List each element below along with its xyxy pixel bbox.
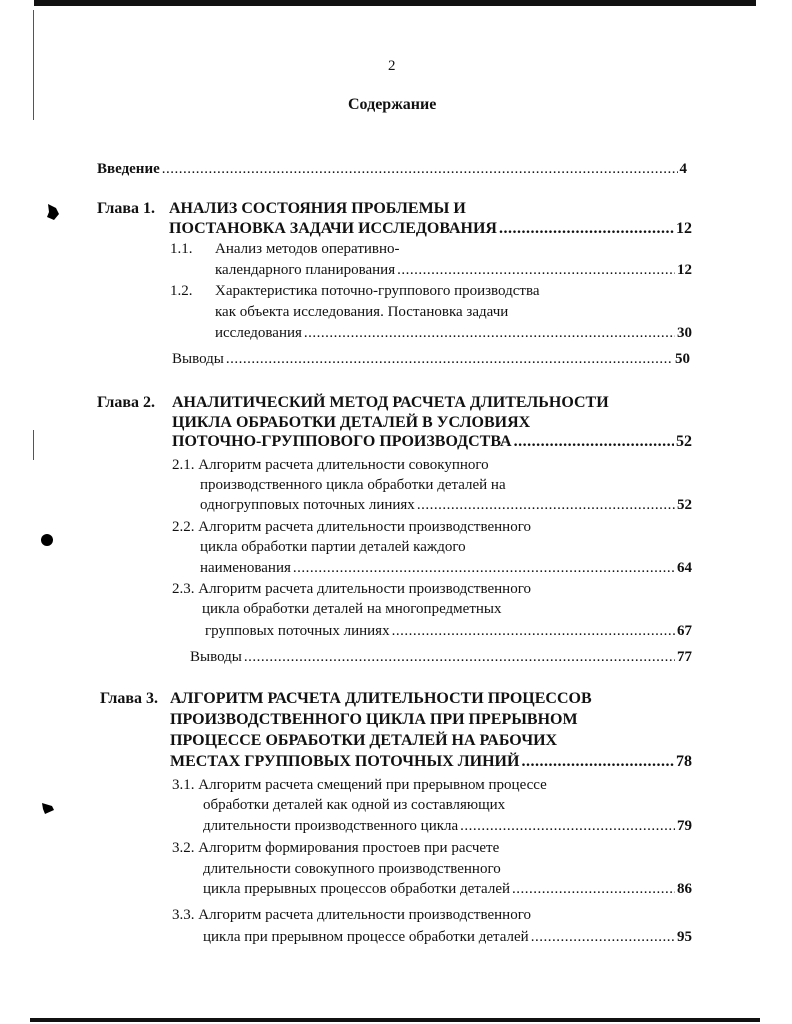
toc-entry-3-1[interactable] bbox=[203, 817, 692, 835]
chapter-title: АНАЛИТИЧЕСКИЙ МЕТОД РАСЧЕТА ДЛИТЕЛЬНОСТИ bbox=[172, 394, 609, 411]
chapter-title: ПРОИЗВОДСТВЕННОГО ЦИКЛА ПРИ ПРЕРЫВНОМ bbox=[170, 711, 578, 728]
toc-page-number: 64 bbox=[677, 560, 692, 576]
page-title: Содержание bbox=[348, 96, 437, 113]
dot-leader bbox=[499, 220, 674, 238]
page-number: 2 bbox=[388, 58, 396, 74]
section-title: исследования bbox=[215, 325, 302, 341]
dot-leader bbox=[293, 559, 675, 577]
toc-entry-1-conclusions[interactable] bbox=[172, 350, 690, 368]
chapter-title: ПОСТАНОВКА ЗАДАЧИ ИССЛЕДОВАНИЯ bbox=[169, 220, 497, 237]
chapter-title: ЦИКЛА ОБРАБОТКИ ДЕТАЛЕЙ В УСЛОВИЯХ bbox=[172, 414, 531, 431]
dot-leader bbox=[521, 753, 674, 771]
section-title: обработки деталей как одной из составляющих bbox=[203, 797, 506, 813]
toc-entry-chapter-2[interactable] bbox=[172, 433, 692, 451]
toc-entry-2-2[interactable] bbox=[200, 559, 692, 577]
dot-leader bbox=[417, 496, 675, 514]
section-title: производственного цикла обработки деталей на bbox=[200, 477, 506, 493]
section-title: одногрупповых поточных линиях bbox=[200, 497, 415, 513]
section-title: 3.2. Алгоритм формирования простоев при расчете bbox=[172, 840, 500, 856]
section-title: длительности производственного цикла bbox=[203, 818, 459, 834]
section-title: 2.3. Алгоритм расчета длительности производственного bbox=[172, 581, 531, 597]
toc-page-number: 50 bbox=[675, 351, 690, 367]
section-title: цикла обработки деталей на многопредметных bbox=[202, 601, 502, 617]
toc-page-number: 77 bbox=[677, 649, 692, 665]
section-number: 1.2. bbox=[170, 283, 193, 299]
dot-leader bbox=[512, 880, 675, 898]
dot-leader bbox=[304, 324, 675, 342]
toc-page-number: 95 bbox=[677, 929, 692, 945]
scan-border-bottom bbox=[30, 1018, 760, 1022]
toc-entry-chapter-1[interactable] bbox=[169, 220, 692, 238]
dot-leader bbox=[514, 433, 674, 451]
dot-leader bbox=[397, 261, 675, 279]
section-title: цикла обработки партии деталей каждого bbox=[200, 539, 466, 555]
toc-page-number: 67 bbox=[677, 623, 692, 639]
section-title: 2.1. Алгоритм расчета длительности совокупного bbox=[172, 457, 489, 473]
toc-page-number: 79 bbox=[677, 818, 692, 834]
toc-entry-3-2[interactable] bbox=[203, 880, 692, 898]
section-title: цикла при прерывном процессе обработки деталей bbox=[203, 929, 529, 945]
chapter-label: Глава 3. bbox=[100, 690, 158, 707]
toc-entry-1-1[interactable] bbox=[215, 261, 692, 279]
toc-entry-3-3[interactable] bbox=[203, 928, 692, 946]
chapter-title: ПРОЦЕССЕ ОБРАБОТКИ ДЕТАЛЕЙ НА РАБОЧИХ bbox=[170, 732, 558, 749]
section-number: 1.1. bbox=[170, 241, 193, 257]
toc-entry-1-2[interactable] bbox=[215, 324, 692, 342]
scan-edge-line bbox=[33, 10, 34, 120]
dot-leader bbox=[392, 622, 675, 640]
section-title: Выводы bbox=[190, 649, 242, 665]
section-title: Характеристика поточно-группового производства bbox=[215, 283, 540, 299]
section-title: календарного планирования bbox=[215, 262, 396, 278]
dot-leader bbox=[460, 817, 675, 835]
section-title: как объекта исследования. Постановка задачи bbox=[215, 304, 509, 320]
chapter-label: Глава 2. bbox=[97, 394, 155, 411]
chapter-label: Глава 1. bbox=[97, 200, 155, 217]
scan-border-top bbox=[34, 0, 756, 6]
chapter-title: АЛГОРИТМ РАСЧЕТА ДЛИТЕЛЬНОСТИ ПРОЦЕССОВ bbox=[170, 690, 592, 707]
toc-entry-chapter-3[interactable] bbox=[170, 753, 692, 771]
toc-entry-label: Введение bbox=[97, 161, 160, 177]
toc-page-number: 12 bbox=[677, 262, 692, 278]
chapter-title: ПОТОЧНО-ГРУППОВОГО ПРОИЗВОДСТВА bbox=[172, 433, 512, 450]
toc-entry-2-conclusions[interactable] bbox=[190, 648, 692, 666]
section-title: групповых поточных линиях bbox=[205, 623, 390, 639]
chapter-title: МЕСТАХ ГРУППОВЫХ ПОТОЧНЫХ ЛИНИЙ bbox=[170, 753, 520, 770]
section-title: Выводы bbox=[172, 351, 224, 367]
dot-leader bbox=[162, 160, 678, 178]
section-title: Анализ методов оперативно- bbox=[215, 241, 400, 257]
chapter-title: АНАЛИЗ СОСТОЯНИЯ ПРОБЛЕМЫ И bbox=[169, 200, 466, 217]
toc-page-number: 52 bbox=[676, 433, 692, 450]
section-title: 3.3. Алгоритм расчета длительности производственного bbox=[172, 907, 531, 923]
toc-page-number: 86 bbox=[677, 881, 692, 897]
binder-hole-mark bbox=[40, 800, 56, 816]
toc-entry-2-3[interactable] bbox=[205, 622, 692, 640]
scan-edge-line bbox=[33, 430, 34, 460]
section-title: цикла прерывных процессов обработки деталей bbox=[203, 881, 511, 897]
toc-entry-2-1[interactable] bbox=[200, 496, 692, 514]
toc-page-number: 52 bbox=[677, 497, 692, 513]
section-title: наименования bbox=[200, 560, 291, 576]
section-title: длительности совокупного производственного bbox=[203, 861, 501, 877]
toc-entry-intro[interactable] bbox=[97, 160, 687, 178]
section-title: 2.2. Алгоритм расчета длительности производственного bbox=[172, 519, 531, 535]
toc-page-number: 12 bbox=[676, 220, 692, 237]
binder-hole-mark bbox=[44, 202, 62, 222]
toc-page-number: 78 bbox=[676, 753, 692, 770]
section-title: 3.1. Алгоритм расчета смещений при прерывном процессе bbox=[172, 777, 547, 793]
dot-leader bbox=[531, 928, 675, 946]
toc-page-number: 4 bbox=[679, 161, 687, 177]
toc-page-number: 30 bbox=[677, 325, 692, 341]
dot-leader bbox=[244, 648, 675, 666]
binder-hole-mark bbox=[40, 532, 54, 548]
dot-leader bbox=[226, 350, 673, 368]
